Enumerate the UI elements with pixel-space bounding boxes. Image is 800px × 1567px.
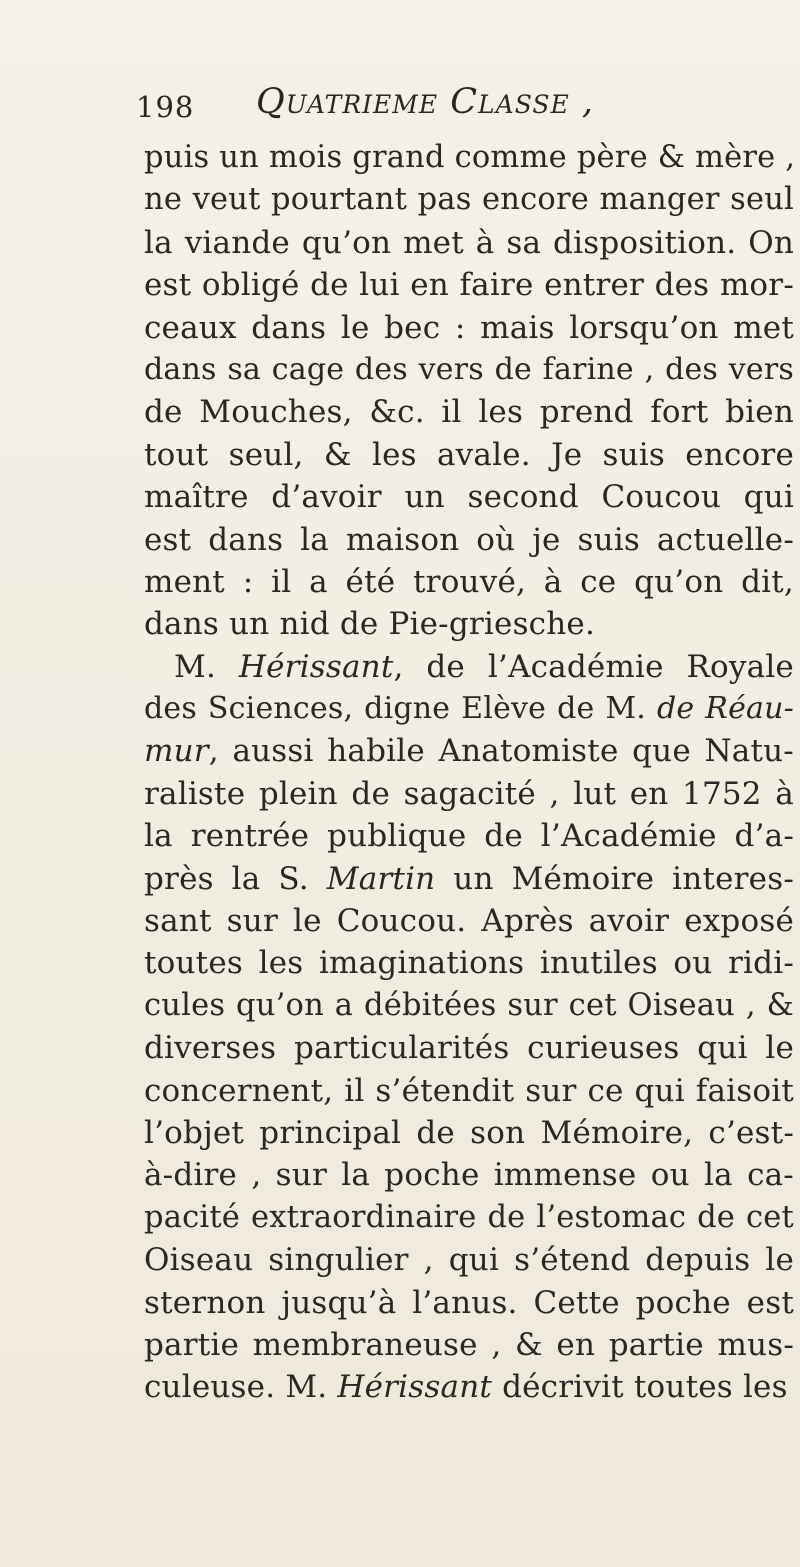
- text-line: [144, 603, 794, 645]
- text-run: partie membraneuse , & en partie mus-: [144, 1326, 794, 1363]
- body-text: [144, 137, 794, 1409]
- text-run: ne veut pourtant pas encore manger seul: [144, 182, 794, 218]
- text-run: sant sur le Coucou. Après avoir exposé: [144, 903, 794, 940]
- text-line: [144, 222, 794, 264]
- text-run: près la S.: [144, 860, 327, 897]
- text-line: [144, 1239, 794, 1281]
- text-run: ment : il a été trouvé, à ce qu’on dit,: [144, 563, 794, 600]
- text-run: , de l’Académie Royale: [393, 648, 794, 685]
- text-run: Oiseau singulier , qui s’étend depuis le: [144, 1242, 794, 1279]
- text-run: des Sciences, digne Elève de M.: [144, 691, 657, 727]
- text-run: maître d’avoir un second Coucou qui: [144, 479, 794, 516]
- text-run: concernent, il s’étendit sur ce qui faisoit: [144, 1072, 794, 1109]
- page-header: [136, 82, 776, 138]
- text-run: toutes les imaginations inutiles ou ridi-: [144, 945, 794, 982]
- text-line: [144, 519, 794, 561]
- text-line: [144, 646, 794, 688]
- text-line: [144, 179, 794, 221]
- text-line: [144, 773, 794, 815]
- text-line: [144, 561, 794, 603]
- text-run: l’objet principal de son Mémoire, c’est-: [144, 1114, 794, 1151]
- text-line: [144, 815, 794, 857]
- text-line: [144, 1112, 794, 1154]
- text-run: tout seul, & les avale. Je suis encore: [144, 436, 794, 473]
- italic-name: Hérissant: [238, 648, 394, 685]
- running-title: Quatrieme Classe ,: [256, 82, 595, 122]
- text-run: raliste plein de sagacité , lut en 1752 à: [144, 775, 794, 812]
- italic-name: de Réau-: [657, 691, 794, 727]
- text-line: [144, 942, 794, 984]
- italic-name: Hérissant: [337, 1369, 493, 1406]
- text-line: [144, 264, 794, 306]
- text-line: [144, 858, 794, 900]
- text-line: [144, 1324, 794, 1366]
- text-line: [144, 730, 794, 772]
- text-run: un Mémoire interes-: [435, 860, 795, 897]
- italic-name: mur: [144, 733, 209, 770]
- text-run: est dans la maison où je suis actuelle-: [144, 521, 794, 558]
- text-run: pacité extraordinaire de l’estomac de cet: [144, 1199, 794, 1235]
- text-run: culeuse. M.: [144, 1369, 338, 1406]
- text-run: M.: [174, 648, 239, 685]
- text-run: à-dire , sur la poche immense ou la ca-: [144, 1157, 794, 1194]
- text-line: [144, 1366, 794, 1408]
- text-line: [144, 1282, 794, 1324]
- text-run: dans sa cage des vers de farine , des vers: [144, 351, 794, 387]
- text-line: [144, 1027, 794, 1069]
- text-line: [144, 688, 794, 730]
- text-line: [144, 985, 794, 1027]
- text-run: sternon jusqu’à l’anus. Cette poche est: [144, 1284, 794, 1321]
- text-run: décrivit toutes les: [492, 1369, 788, 1406]
- text-line: [144, 900, 794, 942]
- text-run: , aussi habile Anatomiste que Natu-: [208, 733, 794, 770]
- text-line: [144, 137, 794, 179]
- text-run: la rentrée publique de l’Académie d’a-: [144, 818, 794, 855]
- text-run: diverses particularités curieuses qui le: [144, 1030, 794, 1067]
- italic-name: Martin: [326, 860, 436, 897]
- text-line: [144, 476, 794, 518]
- text-line: [144, 1154, 794, 1196]
- text-run: ceaux dans le bec : mais lorsqu’on met: [144, 309, 794, 346]
- text-run: la viande qu’on met à sa disposition. On: [144, 224, 794, 261]
- text-line: [144, 1070, 794, 1112]
- text-run: dans un nid de Pie-griesche.: [144, 606, 596, 643]
- text-line: [144, 434, 794, 476]
- text-line: [144, 1197, 794, 1239]
- text-line: [144, 391, 794, 433]
- text-run: de Mouches, &c. il les prend fort bien: [144, 394, 794, 431]
- text-run: est obligé de lui en faire entrer des mor-: [144, 267, 794, 304]
- page-number: 198: [136, 90, 195, 124]
- text-run: puis un mois grand comme père & mère ,: [144, 140, 796, 175]
- text-line: [144, 307, 794, 349]
- text-line: [144, 349, 794, 391]
- text-run: cules qu’on a débitées sur cet Oiseau , &: [144, 987, 794, 1023]
